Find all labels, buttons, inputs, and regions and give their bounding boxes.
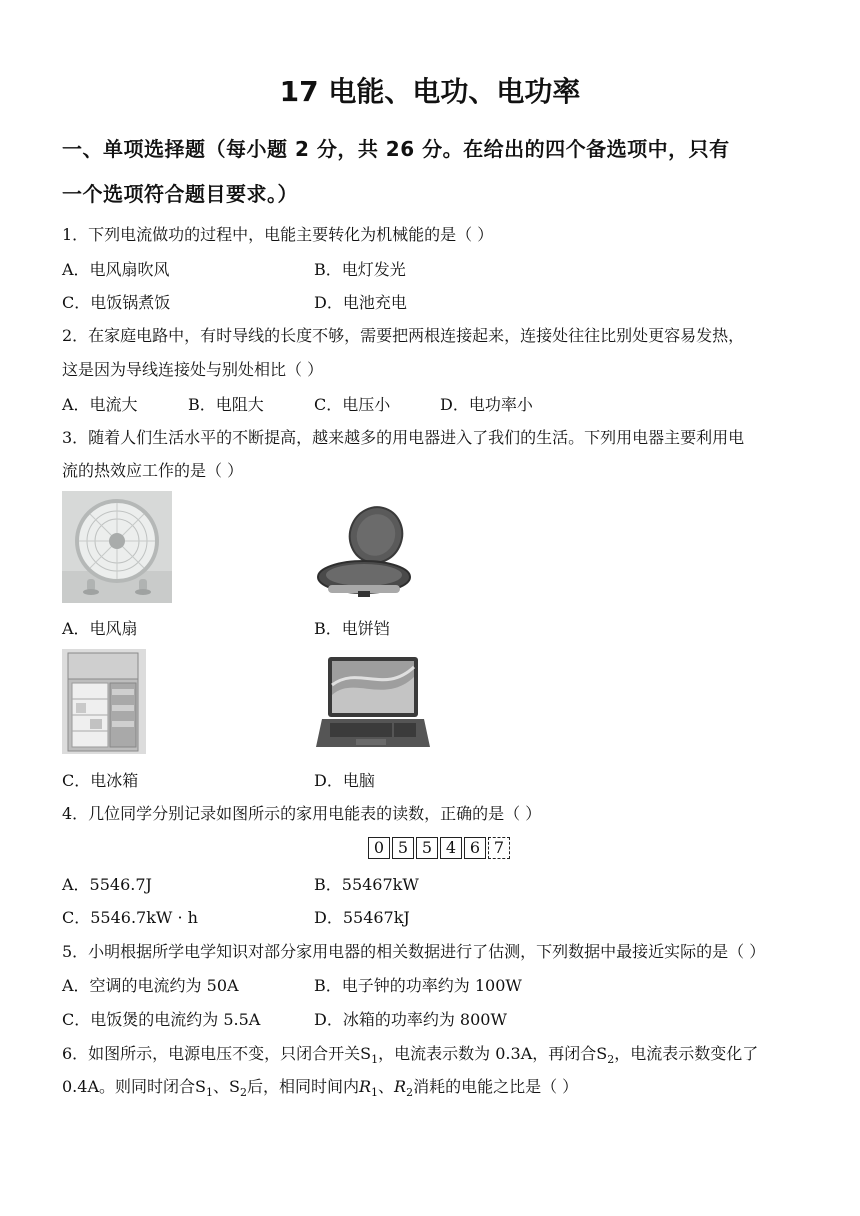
q1-option-b: B．电灯发光: [314, 260, 406, 279]
q4-stem: 4．几位同学分别记录如图所示的家用电能表的读数，正确的是（ ）: [62, 804, 542, 823]
q3-option-b: B．电饼铛: [314, 619, 390, 638]
q5-option-d: D．冰箱的功率约为 800W: [314, 1010, 507, 1029]
q4-option-c: C．5546.7kW · h: [62, 908, 198, 927]
q1-option-d: D．电池充电: [314, 293, 407, 312]
q4-option-a: A．5546.7J: [62, 875, 152, 894]
q5-stem: 5．小明根据所学电学知识对部分家用电器的相关数据进行了估测，下列数据中最接近实际的是（ ）: [62, 942, 766, 961]
q3-option-d: D．电脑: [314, 771, 375, 790]
q3-option-c: C．电冰箱: [62, 771, 139, 790]
q1-option-a: A．电风扇吹风: [62, 260, 170, 279]
q4-option-d: D．55467kJ: [314, 908, 410, 927]
q2-stem-line2: 这是因为导线连接处与别处相比（ ）: [62, 360, 324, 379]
q3-option-a: A．电风扇: [62, 619, 138, 638]
q2-option-c: C．电压小: [314, 395, 391, 414]
meter-digit: 5: [416, 837, 438, 859]
q5-option-a: A．空调的电流约为 50A: [62, 976, 239, 995]
q2-option-d: D．电功率小: [440, 395, 533, 414]
meter-digit: 4: [440, 837, 462, 859]
section-heading-line2: 一个选项符合题目要求。）: [62, 182, 298, 206]
q2-option-b: B．电阻大: [188, 395, 264, 414]
q4-option-b: B．55467kW: [314, 875, 419, 894]
meter-digit: 6: [464, 837, 486, 859]
q6-stem-line2: 0.4A。则同时闭合$S_1$、$S_2$后，相同时间内$R_1$、$R_2$消耗的电能之比是（ ）: [62, 1077, 579, 1100]
q6-stem-line1: 6．如图所示，电源电压不变，只闭合开关$S_1$，电流表示数为 0.3A，再闭合$S_2$，电流表示数变化了: [62, 1044, 759, 1067]
refrigerator-image: [62, 649, 146, 754]
q2-option-a: A．电流大: [62, 395, 138, 414]
q2-stem-line1: 2．在家庭电路中，有时导线的长度不够，需要把两根连接起来，连接处往往比别处更容易发热，: [62, 326, 745, 345]
page-title: 17 电能、电功、电功率: [279, 75, 581, 108]
electric-fan-image: [62, 491, 172, 603]
energy-meter-reading: [368, 837, 512, 859]
q1-stem: 1．下列电流做功的过程中，电能主要转化为机械能的是（ ）: [62, 225, 494, 244]
q3-stem-line1: 3．随着人们生活水平的不断提高，越来越多的用电器进入了我们的生活。下列用电器主要利用电: [62, 428, 745, 447]
q5-option-c: C．电饭煲的电流约为 5.5A: [62, 1010, 261, 1029]
meter-digit: 5: [392, 837, 414, 859]
meter-digit: 0: [368, 837, 390, 859]
meter-digit-decimal: 7: [488, 837, 510, 859]
laptop-image: [314, 655, 432, 753]
q1-option-c: C．电饭锅煮饭: [62, 293, 171, 312]
electric-griddle-image: [314, 505, 424, 603]
q5-option-b: B．电子钟的功率约为 100W: [314, 976, 522, 995]
q3-stem-line2: 流的热效应工作的是（ ）: [62, 461, 244, 480]
section-heading-line1: 一、单项选择题（每小题 2 分，共 26 分。在给出的四个备选项中，只有: [62, 137, 730, 161]
